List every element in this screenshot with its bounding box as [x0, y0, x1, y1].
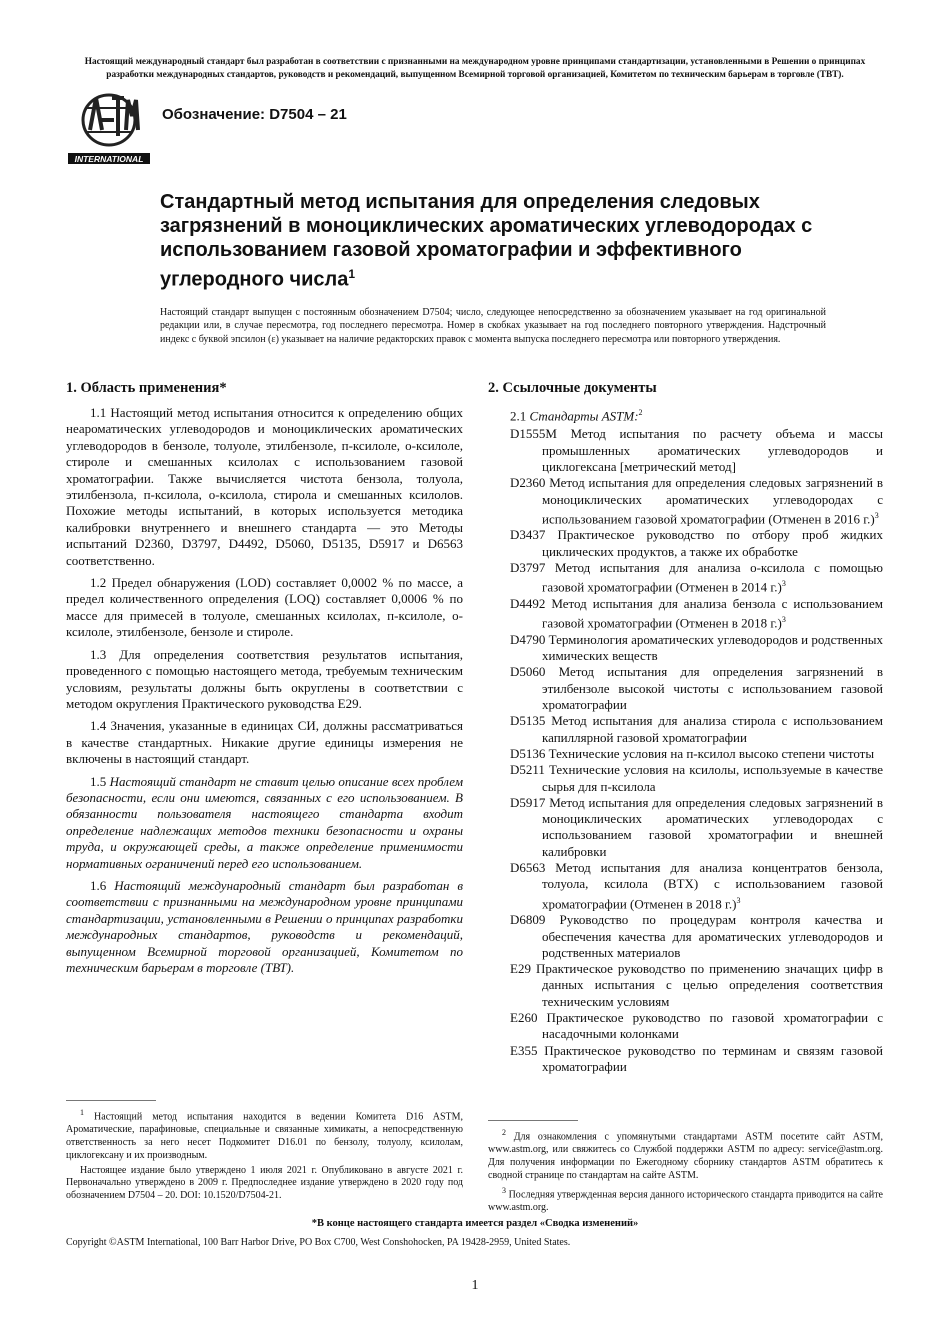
footnote-rule: [488, 1120, 578, 1121]
footnote-1-continued: [66, 1165, 463, 1203]
reference-item: [510, 746, 883, 762]
subsection-2-1: [510, 405, 883, 424]
footnote-2: [488, 1127, 883, 1183]
reference-text: D5136 Технические условия на п-ксилол высоко степени чистоты: [510, 745, 875, 761]
logo-text: INTERNATIONAL: [74, 154, 144, 164]
issue-note: Настоящий стандарт выпущен с постоянным обозначением D7504; число, следующее непосредственно за обозначением указывает на год оригинальной редакции или, в случае пересмотра, год последнего пересмотра. Номер в скобках указывает на год последнего повторного утверждения. Надстрочный индекс с буквой эпсилон (ε) указывает на наличие редакторских правок с момента выпуска последнего пересмотра или повторного утверждения.: [160, 307, 826, 345]
paragraph-body: Настоящий стандарт не ставит целью описание всех проблем безопасности, если они имеются, связанных с его использованием. В обязанности пользователя настоящего стандарта входит определение надлежащих методов техники безопасности и охраны труда, и окружающей среды, а также определение применимости нормативных ограничений перед его использованием.: [66, 773, 463, 871]
footnote-text: Настоящий метод испытания находится в ведении Комитета D16 ASTM, Ароматические, парафиновые, специальные и связанные химикаты, а непосредственную ответственность за него несет Подкомитет D16.01 по бензолу, толуолу, ксилолам, циклогексану и их производным.: [66, 1111, 464, 1161]
designation: Обозначение: D7504 – 21: [162, 106, 347, 123]
reference-list: [488, 426, 883, 1075]
reference-item: [510, 912, 883, 961]
reference-text: E29 Практическое руководство по применению значащих цифр в данных испытания с целью определения соответствия техническим условиям: [510, 961, 883, 1009]
footnote-text: Для ознакомления с упомянутыми стандартами ASTM посетите сайт ASTM, www.astm.org, или свяжитесь со Службой поддержки ASTM по адресу: service@astm.org. Для получения информации по Ежегодному сборнику стандартов ASTM обратитесь к сводной странице по стандартам на сайте ASTM.: [488, 1131, 883, 1181]
paragraph-body: Настоящий международный стандарт был разработан в соответствии с признанными на международном уровне принципами стандартизации, установленными в Решении о принципах разработки международных стандартов, руководств и рекомендаций, выпущенном Всемирной торговой организацией, Комитетом по техническим барьерам в торговле (ТВТ).: [66, 877, 464, 975]
standards-notice: Настоящий международный стандарт был разработан в соответствии с признанными на международном уровне принципами стандартизации, установленными в Решении о принципах разработки международных стандартов, руководств и рекомендаций, выпущенном Всемирной торговой организацией, Комитетом по техническим барьерам в торговле (ТВТ).: [84, 57, 866, 80]
copyright: Copyright ©ASTM International, 100 Barr Harbor Drive, PO Box C700, West Conshohocken, PA 19428-2959, United States.: [66, 1237, 571, 1248]
footnote-mark: 3: [781, 579, 786, 589]
paragraph-number: 1.4: [90, 718, 107, 734]
reference-text: D5917 Метод испытания для определения следовых загрязнений в моноциклических ароматических углеводородах с использованием газовой хроматографии и внешней калибровки: [510, 794, 883, 859]
paragraph-1-1: [66, 405, 463, 569]
reference-item: [510, 795, 883, 860]
subsection-label: Стандарты ASTM:: [529, 408, 639, 424]
paragraph-1-6: [66, 878, 463, 976]
reference-item: [510, 426, 883, 475]
footnotes-right: [488, 1120, 883, 1214]
astm-logo: [66, 90, 152, 166]
paragraph-body: Для определения соответствия результатов испытания, проведенного с помощью настоящего метода, требуемым техническим условиям, результаты должны быть округлены в соответствии с методом округления Практического руководства E29.: [66, 646, 464, 711]
reference-text: D5060 Метод испытания для определения загрязнений в этилбензоле высокой чистоты с использованием газовой хроматографии: [510, 664, 883, 713]
paragraph-number: 1.5: [90, 773, 107, 789]
section1-heading: 1. Область применения*: [66, 380, 227, 396]
reference-text: D5135 Метод испытания для анализа стирола с использованием капиллярной газовой хроматографии: [510, 713, 883, 745]
paragraph-1-4: [66, 718, 463, 767]
section2-heading: 2. Ссылочные документы: [488, 380, 657, 396]
reference-item: [510, 1010, 883, 1043]
reference-text: D6563 Метод испытания для анализа концентратов бензола, толуола, ксилола (BTX) с использованием газовой хроматографии (Отменен в 2018 г.): [510, 860, 883, 911]
reference-item: [510, 664, 883, 713]
footnote-mark: 3: [736, 895, 741, 905]
footnote-mark: 3: [781, 615, 786, 625]
reference-item: [510, 475, 883, 527]
reference-item: [510, 860, 883, 912]
footnote-mark: 3: [874, 510, 879, 520]
paragraph-number: 1.3: [90, 646, 107, 662]
footnote-1: [66, 1107, 463, 1163]
footnote-text: Последняя утвержденная версия данного исторического стандарта приводится на сайте www.astm.org.: [488, 1188, 883, 1213]
footnote-rule: [66, 1100, 156, 1101]
reference-text: D4790 Терминология ароматических углеводородов и родственных химических веществ: [510, 631, 884, 664]
paragraph-1-3: [66, 647, 463, 713]
paragraph-number: 1.1: [90, 405, 107, 420]
reference-text: D6809 Руководство по процедурам контроля качества и обеспечения качества для ароматических углеводородов и родственных материалов: [510, 912, 883, 960]
reference-text: D2360 Метод испытания для определения следовых загрязнений в моноциклических ароматических углеводородах с использованием газовой хроматографии (Отменен в 2016 г.): [510, 475, 883, 527]
footnote-mark: 2: [638, 408, 643, 417]
reference-item: [510, 762, 883, 795]
reference-item: [510, 596, 883, 632]
footnote-text: Настоящее издание было утверждено 1 июля 2021 г. Опубликовано в августе 2021 г. Первоначально утверждено в 2009 г. Предпоследнее издание утверждено в 2020 году под обозначением D7504 – 20. DOI: 10.1520/D7504-21.: [66, 1164, 463, 1202]
paragraph-number: 1.6: [90, 877, 107, 893]
reference-item: [510, 1043, 883, 1076]
reference-text: E355 Практическое руководство по терминам и связям газовой хроматографии: [510, 1042, 883, 1074]
paragraph-body: Предел обнаружения (LOD) составляет 0,0002 % по массе, а предел количественного определения (LOQ) составляет 0,0006 % по массе для примесей в толуоле, смешанных ксилолах, п-ксилоле, о-ксилоле, этилбензоле, бензоле и стироле.: [66, 575, 464, 640]
page-number: 1: [471, 1278, 479, 1293]
reference-item: [510, 961, 883, 1010]
reference-item: [510, 713, 883, 746]
reference-item: [510, 632, 883, 665]
paragraph-1-2: [66, 575, 463, 641]
footnote-3: [488, 1185, 883, 1215]
reference-text: D3797 Метод испытания для анализа о-ксилола с помощью газовой хроматографии (Отменен в 2014 г.): [510, 560, 883, 595]
paragraph-body: Настоящий метод испытания относится к определению общих неароматических углеводородов и моноциклических ароматических углеводородов в бензоле, толуоле, этилбензоле, п-ксилоле, о-ксилоле, стироле и смешанных ксилолах с использованием газовой хроматографии. Также вычисляется чистота бензола, толуола, этилбензола, п-ксилола, о-ксилола, стирола и смешанных ксилолов. Похожие методы испытаний, в которых используется методика калибровки внутреннего и внешнего стандарта — это Методы испытаний D2360, D3797, D4492, D5060, D5135, D5917 и D6563 соответственно.: [66, 405, 464, 568]
reference-text: D4492 Метод испытания для анализа бензола с использованием газовой хроматографии (Отменен в 2018 г.): [510, 595, 883, 631]
reference-text: D3437 Практическое руководство по отбору проб жидких циклических продуктов, а также их обработке: [510, 527, 883, 559]
paragraph-number: 1.2: [90, 575, 107, 591]
document-title: [160, 190, 860, 292]
reference-item: [510, 527, 883, 560]
left-column: [66, 380, 463, 982]
right-column: [488, 380, 883, 1075]
title-footnote-mark: 1: [348, 267, 356, 281]
reference-item: [510, 560, 883, 596]
footnote-mark: 1: [80, 1108, 84, 1117]
footnote-mark: 3: [502, 1185, 506, 1195]
footnote-mark: 2: [502, 1128, 506, 1137]
paragraph-1-5: [66, 774, 463, 872]
reference-text: D1555M Метод испытания по расчету объема и массы промышленных ароматических углеводородов и циклогексана [метрический метод]: [510, 426, 883, 474]
reference-text: E260 Практическое руководство по газовой хроматографии с насадочными колонками: [510, 1010, 883, 1042]
footnotes-left: [66, 1100, 463, 1203]
reference-text: D5211 Технические условия на ксилолы, используемые в качестве сырья для п-ксилола: [510, 762, 883, 794]
title-text: Стандартный метод испытания для определения следовых загрязнений в моноциклических ароматических углеводородах с использованием газовой хроматографии и эффективного углеродного числа: [160, 191, 813, 291]
summary-of-changes-note: *В конце настоящего стандарта имеется раздел «Сводка изменений»: [311, 1218, 639, 1229]
astm-logo-icon: [66, 90, 152, 166]
paragraph-body: Значения, указанные в единицах СИ, должны рассматриваться в качестве стандартных. Никакие другие единицы измерения не включены в настоящий стандарт.: [66, 718, 464, 767]
subsection-number: 2.1: [510, 408, 527, 424]
